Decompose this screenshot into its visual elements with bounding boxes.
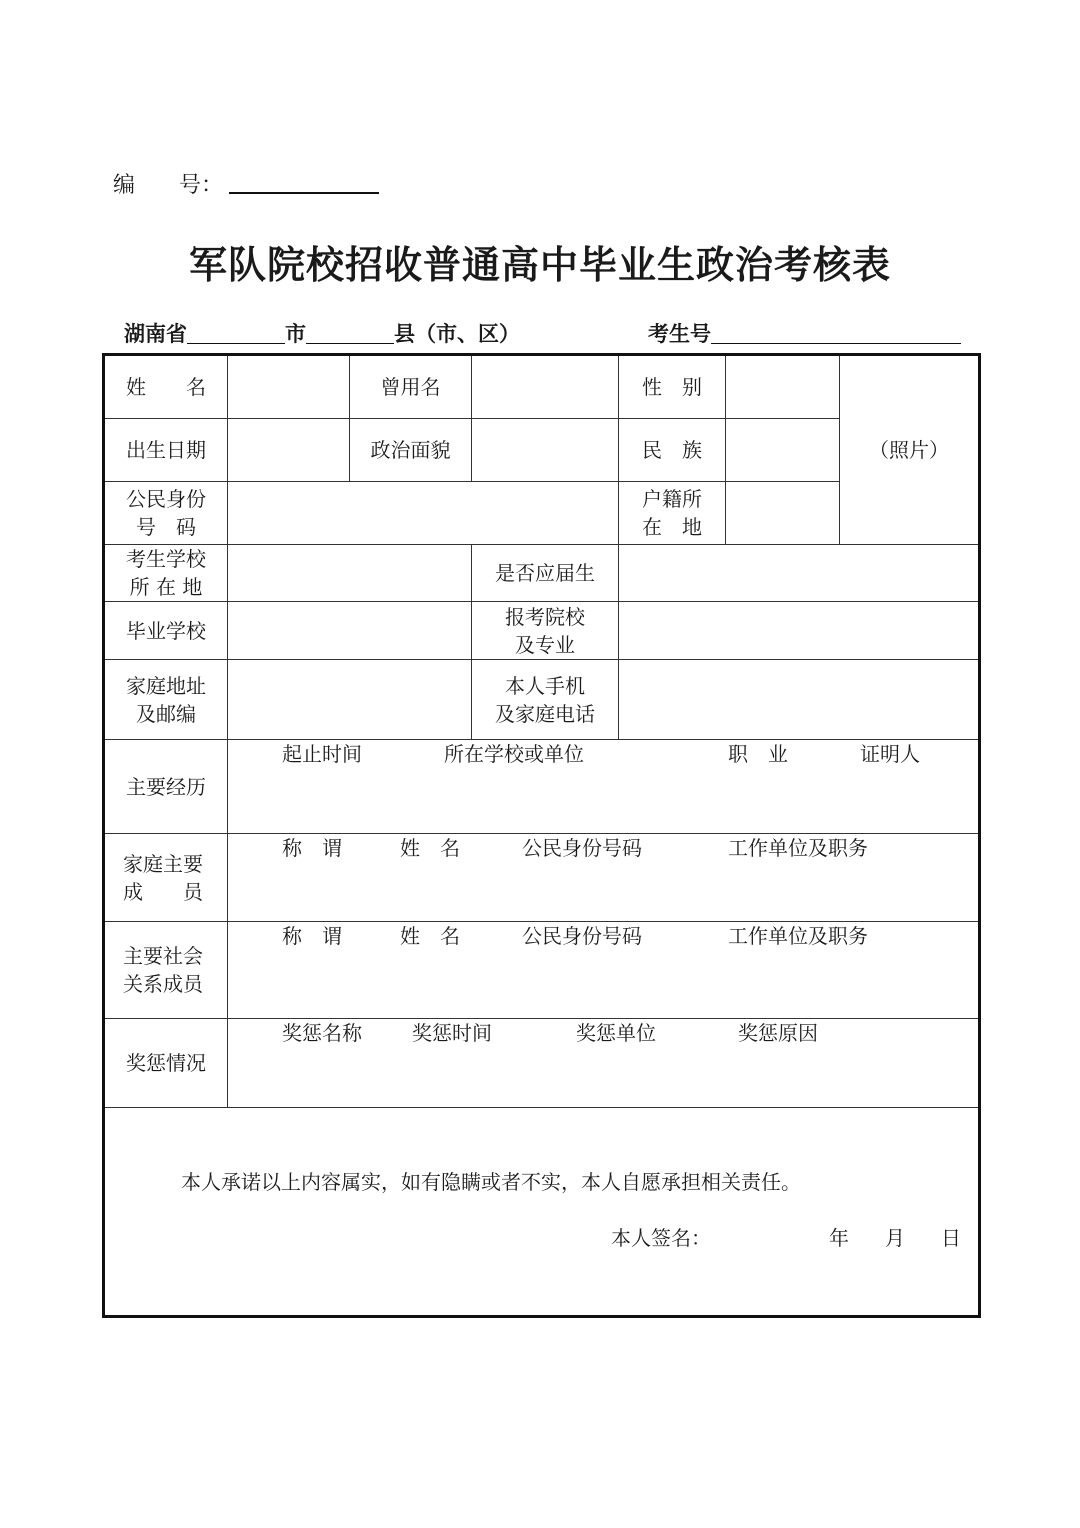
form-title: 军队院校招收普通高中毕业生政治考核表 — [188, 243, 891, 287]
rewards-col-reason: 奖惩原因 — [738, 1021, 818, 1045]
graduate-school-label: 毕业学校 — [104, 602, 228, 660]
name-label: 姓 名 — [104, 355, 228, 419]
political-status-input[interactable] — [472, 419, 619, 482]
rewards-input[interactable] — [228, 1019, 980, 1108]
exam-number-field[interactable] — [711, 323, 961, 344]
gender-label: 性 别 — [619, 355, 726, 419]
experience-input[interactable] — [228, 740, 980, 834]
social-relations-input[interactable] — [228, 922, 980, 1019]
family-col-work: 工作单位及职务 — [728, 836, 868, 860]
birth-date-label: 出生日期 — [104, 419, 228, 482]
political-review-form — [102, 353, 981, 1318]
day-label: 日 — [941, 1226, 961, 1250]
name-input[interactable] — [228, 355, 350, 419]
family-col-id: 公民身份号码 — [522, 836, 642, 860]
family-col-relation: 称 谓 — [282, 836, 342, 860]
applied-school-label: 报考院校 及专业 — [472, 602, 619, 660]
experience-col-job: 职 业 — [728, 742, 788, 766]
rewards-col-unit: 奖惩单位 — [576, 1021, 656, 1045]
serial-number-field[interactable] — [229, 170, 379, 194]
used-name-label: 曾用名 — [350, 355, 472, 419]
experience-col-school: 所在学校或单位 — [444, 742, 584, 766]
month-label: 月 — [885, 1226, 905, 1250]
social-relations-label: 主要社会 关系成员 — [104, 922, 228, 1019]
home-address-input[interactable] — [228, 660, 472, 740]
gender-input[interactable] — [726, 355, 840, 419]
phone-label: 本人手机 及家庭电话 — [472, 660, 619, 740]
family-members-label: 家庭主要 成 员 — [104, 834, 228, 922]
home-address-label: 家庭地址 及邮编 — [104, 660, 228, 740]
experience-col-period: 起止时间 — [282, 742, 362, 766]
school-location-input[interactable] — [228, 545, 472, 602]
ethnicity-input[interactable] — [726, 419, 840, 482]
county-field[interactable] — [306, 323, 394, 344]
ethnicity-label: 民 族 — [619, 419, 726, 482]
used-name-input[interactable] — [472, 355, 619, 419]
city-label: 市 — [285, 322, 306, 346]
birth-date-input[interactable] — [228, 419, 350, 482]
social-col-id: 公民身份号码 — [522, 924, 642, 948]
graduate-school-input[interactable] — [228, 602, 472, 660]
experience-label: 主要经历 — [104, 740, 228, 834]
family-col-name: 姓 名 — [400, 836, 460, 860]
rewards-col-name: 奖惩名称 — [282, 1021, 362, 1045]
pledge-section — [104, 1108, 980, 1317]
id-number-label: 公民身份 号 码 — [104, 482, 228, 545]
serial-number-row — [113, 168, 379, 199]
rewards-label: 奖惩情况 — [104, 1019, 228, 1108]
exam-number-label: 考生号 — [648, 322, 711, 346]
school-location-label: 考生学校 所 在 地 — [104, 545, 228, 602]
social-col-relation: 称 谓 — [282, 924, 342, 948]
applied-school-input[interactable] — [619, 602, 980, 660]
city-field[interactable] — [187, 323, 285, 344]
current-graduate-input[interactable] — [619, 545, 980, 602]
political-status-label: 政治面貌 — [350, 419, 472, 482]
signature-label: 本人签名： — [611, 1226, 711, 1250]
province-label: 湖南省 — [124, 322, 187, 346]
region-row — [124, 318, 961, 348]
experience-col-witness: 证明人 — [860, 742, 920, 766]
signature-row — [611, 1224, 961, 1252]
pledge-text: 本人承诺以上内容属实，如有隐瞒或者不实，本人自愿承担相关责任。 — [181, 1170, 801, 1194]
serial-number-label: 编 号： — [113, 173, 224, 198]
id-number-input[interactable] — [228, 482, 619, 545]
rewards-col-time: 奖惩时间 — [412, 1021, 492, 1045]
phone-input[interactable] — [619, 660, 980, 740]
photo-box[interactable]: （照片） — [840, 355, 980, 545]
social-col-name: 姓 名 — [400, 924, 460, 948]
household-label: 户籍所 在 地 — [619, 482, 726, 545]
household-input[interactable] — [726, 482, 840, 545]
year-label: 年 — [829, 1226, 849, 1250]
social-col-work: 工作单位及职务 — [728, 924, 868, 948]
current-graduate-label: 是否应届生 — [472, 545, 619, 602]
county-label: 县（市、区） — [394, 322, 520, 346]
family-members-input[interactable] — [228, 834, 980, 922]
